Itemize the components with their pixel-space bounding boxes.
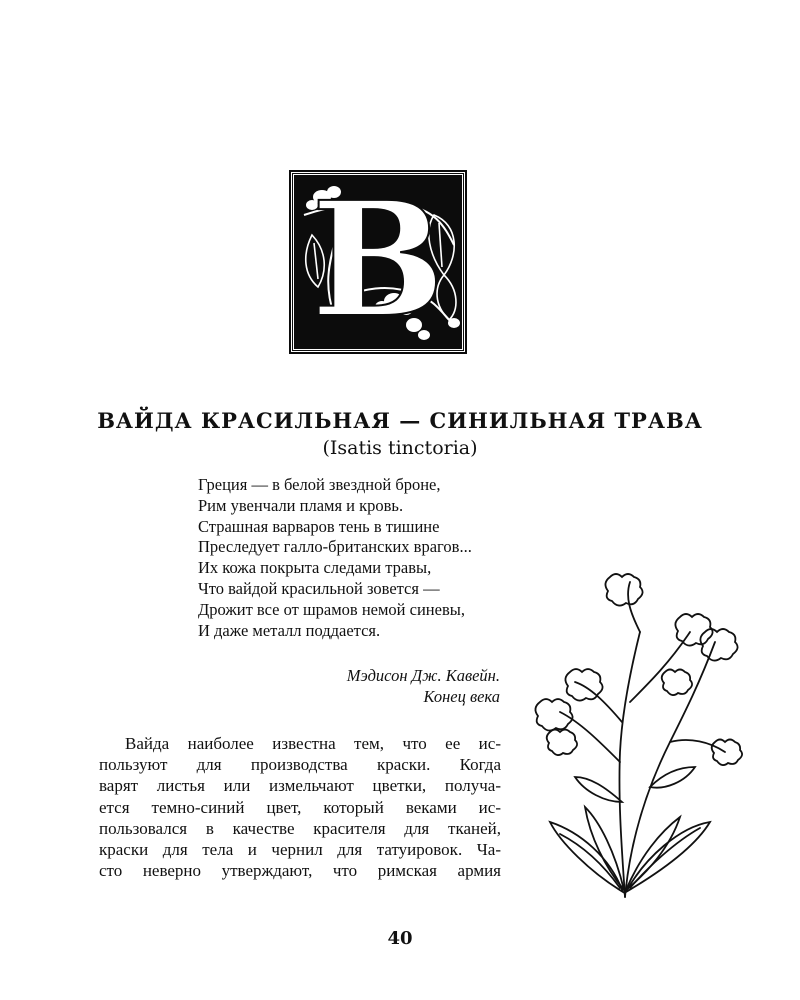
- poem-line: Дрожит все от шрамов немой синевы,: [198, 599, 465, 619]
- body-line: Вайда наиболее известна тем, что ее ис-: [125, 734, 501, 753]
- poem-line: Рим увенчали пламя и кровь.: [198, 495, 404, 515]
- attribution-author: Мэдисон Дж. Кавейн.: [346, 666, 500, 685]
- poem-line: Греция — в белой звездной броне,: [198, 475, 441, 494]
- page-number: 40: [387, 928, 413, 949]
- page-title: ВАЙДА КРАСИЛЬНАЯ — СИНИЛЬНАЯ ТРАВА: [97, 408, 703, 433]
- woad-plant-illustration: [530, 572, 745, 902]
- latin-name: (Isatis tinctoria): [322, 437, 478, 459]
- body-line: краски для тела и чернил для татуировок. Ча-: [99, 840, 501, 860]
- attribution-work: Конец века: [423, 687, 500, 706]
- body-line: сто неверно утверждают, что римская армия: [99, 861, 501, 881]
- poem-line: Что вайдой красильной зовется —: [198, 578, 440, 598]
- poem-line: И даже металл поддается.: [198, 620, 381, 640]
- poem-line: Их кожа покрыта следами травы,: [198, 558, 432, 578]
- epigraph-poem: [198, 475, 568, 641]
- body-line: пользовался в качестве красителя для тканей,: [99, 818, 501, 838]
- body-line: пользуют для производства краски. Когда: [99, 755, 501, 775]
- body-line: варят листья или измельчают цветки, получа-: [99, 776, 501, 796]
- poem-line: Страшная варваров тень в тишине: [198, 516, 440, 536]
- body-paragraph: [99, 733, 501, 881]
- initial-letter: В: [311, 172, 445, 352]
- body-line: ется темно-синий цвет, который веками ис-: [99, 797, 501, 817]
- decorative-initial: [291, 172, 465, 352]
- poem-attribution: [250, 665, 500, 707]
- poem-line: Преследует галло-британских врагов...: [198, 537, 472, 557]
